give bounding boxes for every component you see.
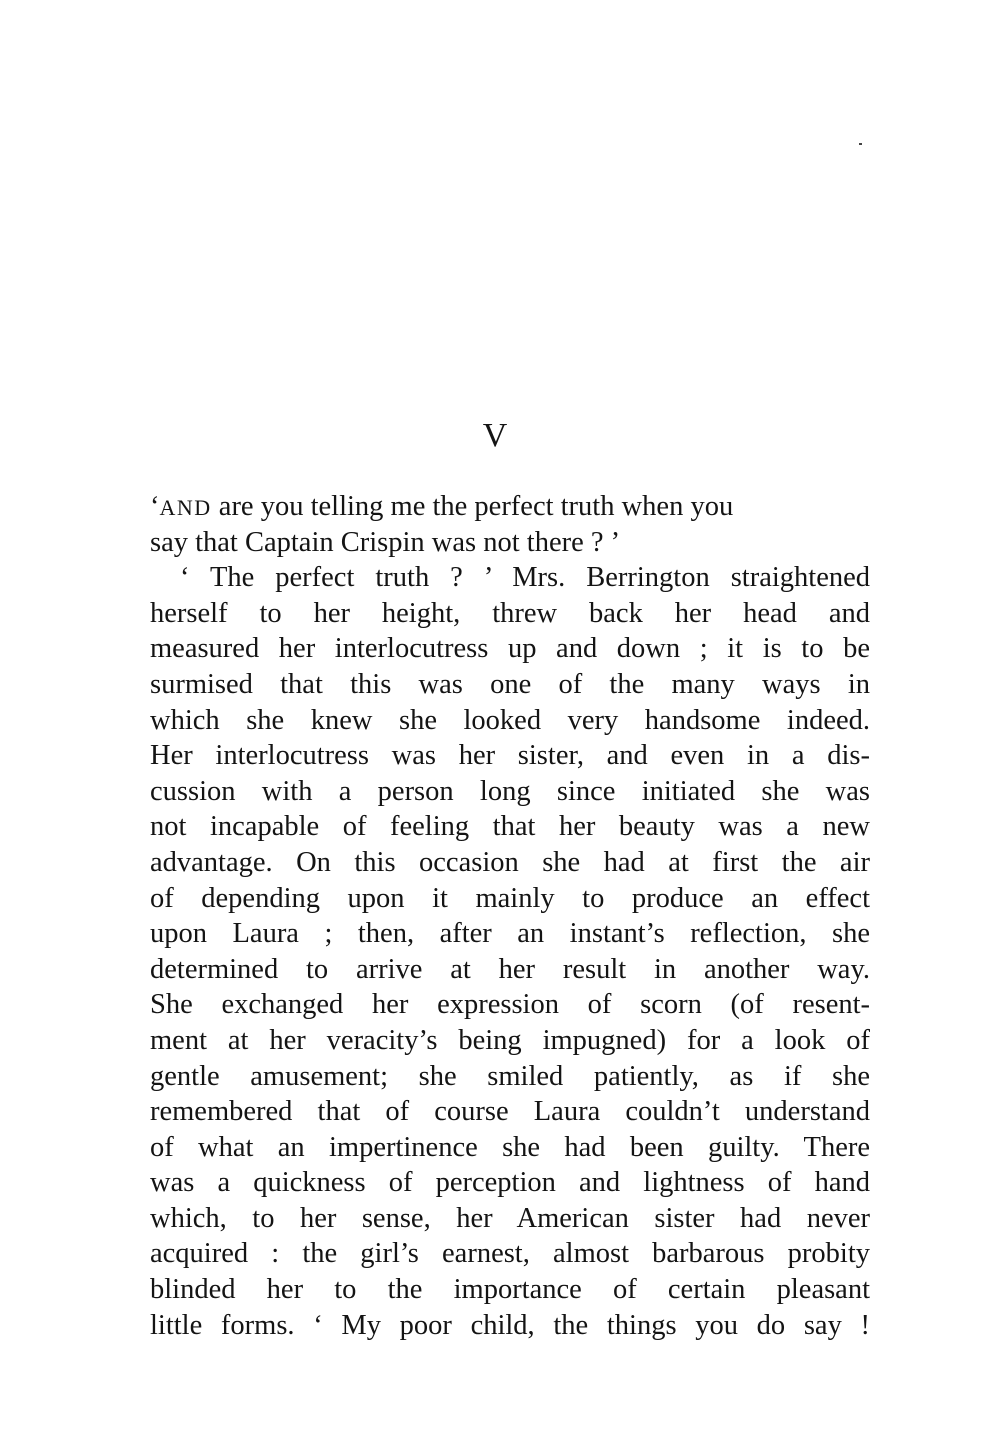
text-line-14: determined to arrive at her result in another way. bbox=[150, 953, 870, 985]
text-line-4: herself to her height, threw back her head and bbox=[150, 597, 870, 629]
text-line-9: cussion with a person long since initiated she was bbox=[150, 775, 870, 807]
text-line-22: acquired : the girl’s earnest, almost barbarous probity bbox=[150, 1238, 870, 1270]
opening-quote: ‘ bbox=[150, 491, 160, 522]
text-line-3: ‘ The perfect truth ? ’ Mrs. Berrington straightened bbox=[180, 562, 870, 594]
text-line-1 bbox=[150, 489, 870, 525]
text-line-11: advantage. On this occasion she had at first the air bbox=[150, 846, 870, 878]
text-line-20: was a quickness of perception and lightness of hand bbox=[150, 1167, 870, 1199]
chapter-heading: V bbox=[482, 417, 509, 454]
body-text bbox=[150, 489, 870, 1343]
text-line-17: gentle amusement; she smiled patiently, as if she bbox=[150, 1060, 870, 1092]
text-line-19: of what an impertinence she had been guilty. There bbox=[150, 1131, 870, 1163]
text-line-2: say that Captain Crispin was not there ? ’ bbox=[150, 526, 621, 558]
text-line-12: of depending upon it mainly to produce an effect bbox=[150, 882, 870, 914]
stray-ink-mark bbox=[859, 143, 862, 145]
text-line-16: ment at her veracity’s being impugned) for a look of bbox=[150, 1024, 870, 1056]
text-line-1-rest: are you telling me the perfect truth when you bbox=[211, 491, 734, 522]
text-line-5: measured her interlocutress up and down ; it is to be bbox=[150, 633, 870, 665]
text-line-13: upon Laura ; then, after an instant’s reflection, she bbox=[150, 918, 870, 950]
opening-small-caps: AND bbox=[159, 495, 212, 520]
text-line-6: surmised that this was one of the many ways in bbox=[150, 668, 870, 700]
text-line-18: remembered that of course Laura couldn’t understand bbox=[150, 1096, 870, 1128]
text-line-8: Her interlocutress was her sister, and even in a dis- bbox=[150, 740, 870, 772]
text-line-7: which she knew she looked very handsome indeed. bbox=[150, 704, 870, 736]
text-line-10: not incapable of feeling that her beauty was a new bbox=[150, 811, 870, 843]
text-line-15: She exchanged her expression of scorn (of resent- bbox=[150, 989, 870, 1021]
text-line-21: which, to her sense, her American sister had never bbox=[150, 1202, 870, 1234]
text-line-23: blinded her to the importance of certain pleasant bbox=[150, 1274, 870, 1306]
text-line-24: little forms. ‘ My poor child, the things you do say ! bbox=[150, 1309, 870, 1341]
